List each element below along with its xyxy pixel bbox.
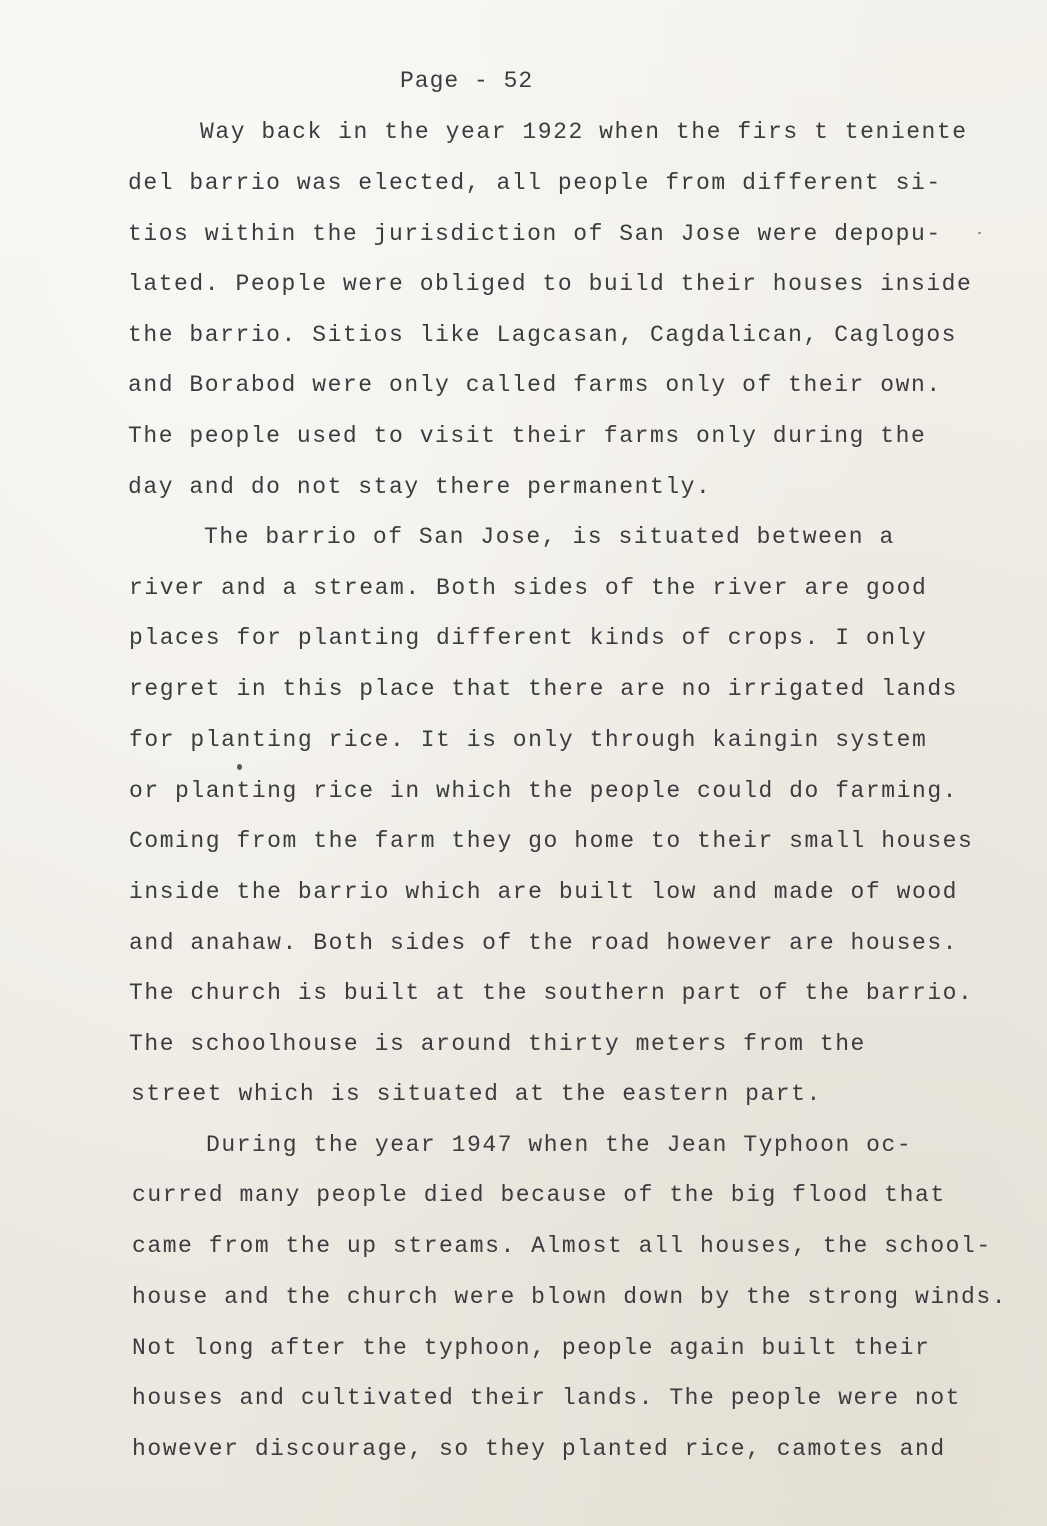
paragraph-1-line-6: and Borabod were only called farms only of their own. — [128, 372, 942, 398]
paragraph-3-line-1: During the year 1947 when the Jean Typhoon oc- — [206, 1132, 913, 1158]
paragraph-2-line-2: river and a stream. Both sides of the river are good — [129, 575, 928, 601]
page-number-header: Page - 52 — [400, 68, 534, 94]
paragraph-2-line-5: for planting rice. It is only through kaingin system — [129, 727, 928, 753]
paragraph-3-line-7: however discourage, so they planted rice, camotes and — [132, 1436, 946, 1462]
paragraph-1-line-8: day and do not stay there permanently. — [128, 474, 712, 500]
paragraph-2-line-11: The schoolhouse is around thirty meters from the — [129, 1031, 866, 1057]
paragraph-3-line-5: Not long after the typhoon, people again built their — [132, 1335, 931, 1361]
paragraph-3-line-2: curred many people died because of the big flood that — [132, 1182, 946, 1208]
paragraph-3-line-6: houses and cultivated their lands. The people were not — [132, 1385, 962, 1411]
paragraph-1-line-3: tios within the jurisdiction of San Jose were depopu- — [128, 221, 942, 247]
paragraph-2-line-10: The church is built at the southern part of the barrio. — [129, 980, 974, 1006]
paragraph-1-line-1: Way back in the year 1922 when the firs t teniente — [200, 119, 968, 145]
paragraph-1-line-5: the barrio. Sitios like Lagcasan, Cagdalican, Caglogos — [128, 322, 958, 348]
paragraph-2-line-8: inside the barrio which are built low and made of wood — [129, 879, 959, 905]
ink-speck — [978, 232, 981, 234]
paragraph-2-line-12: street which is situated at the eastern part. — [131, 1081, 822, 1107]
paragraph-2-line-1: The barrio of San Jose, is situated between a — [204, 524, 895, 550]
paragraph-3-line-3: came from the up streams. Almost all houses, the school- — [132, 1233, 992, 1259]
ink-speck — [237, 764, 242, 770]
paragraph-3-line-4: house and the church were blown down by the strong winds. — [132, 1284, 1008, 1310]
paragraph-2-line-9: and anahaw. Both sides of the road however are houses. — [129, 930, 959, 956]
paragraph-1-line-4: lated. People were obliged to build their houses inside — [128, 271, 973, 297]
paragraph-2-line-3: places for planting different kinds of crops. I only — [129, 625, 928, 651]
paragraph-1-line-2: del barrio was elected, all people from different si- — [128, 170, 942, 196]
paragraph-2-line-6: or planting rice in which the people could do farming. — [129, 778, 959, 804]
paragraph-1-line-7: The people used to visit their farms only during the — [128, 423, 927, 449]
paragraph-2-line-7: Coming from the farm they go home to their small houses — [129, 828, 974, 854]
paragraph-2-line-4: regret in this place that there are no irrigated lands — [129, 676, 959, 702]
